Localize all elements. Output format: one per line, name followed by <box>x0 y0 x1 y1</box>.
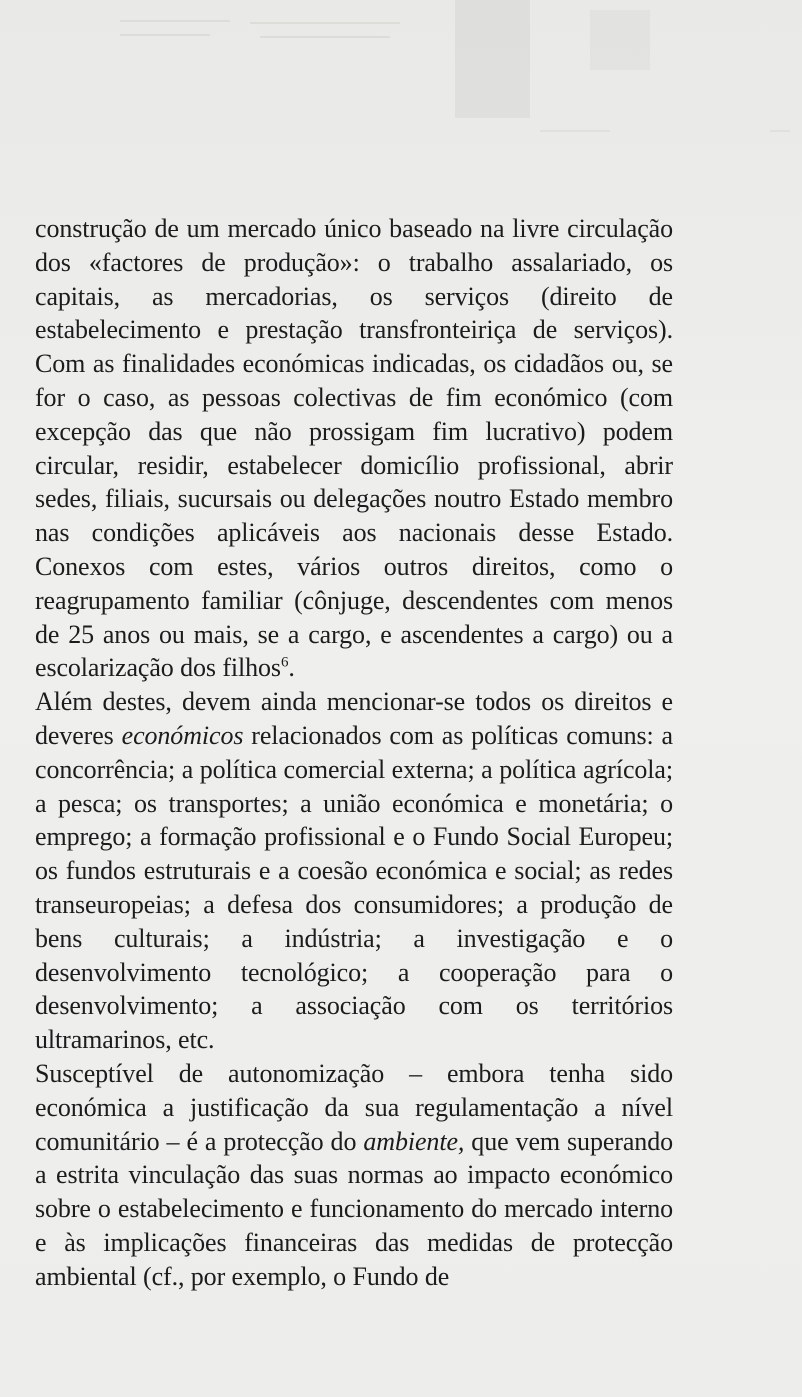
paragraph-3 <box>35 1057 673 1294</box>
paragraph-2-text-start: Além destes, devem ainda mencionar-se todos os direitos e deveres <box>35 687 673 750</box>
italic-term-ambiente: ambiente, <box>363 1126 465 1156</box>
footnote-marker[interactable]: 6 <box>280 654 289 671</box>
italic-term-economicos: económicos <box>121 720 244 750</box>
paragraph-2 <box>35 685 673 1057</box>
paragraph-1-text: construção de um mercado único baseado na livre circulação dos «factores de produção»: o trabalho assalariado, os capitais, as mercadorias, os serviços (direito de estabelecimento e prestação transfronteiriça de serviços). Com as finalidades económicas indicadas, os cidadãos ou, se for o caso, as pessoas colectivas de fim económico (com excepção das que não prossigam fim lucrativo) podem circular, residir, estabelecer domicílio profissional, abrir sedes, filiais, sucursais ou delegações noutro Estado membro nas condições aplicáveis aos nacionais desse Estado. Conexos com estes, vários outros direitos, como o reagrupamento familiar (cônjuge, descendentes com menos de 25 anos ou mais, se a cargo, e ascendentes a cargo) ou a escolarização dos filhos <box>35 214 673 683</box>
body-text <box>35 212 673 1294</box>
paragraph-1 <box>35 212 673 685</box>
paragraph-1-end: . <box>288 653 295 683</box>
show-through-artifact <box>0 0 802 150</box>
paragraph-3-text-end: que vem superando a estrita vinculação das suas normas ao impacto económico sobre o estabelecimento e funcionamento do mercado interno e às implicações financeiras das medidas de protecção ambiental (cf., por exemplo, o Fundo de <box>35 1126 673 1291</box>
paragraph-3-text-start: Susceptível de autonomização – embora tenha sido económica a justificação da sua regulamentação a nível comunitário – é a protecção do <box>35 1058 673 1156</box>
paragraph-2-text-end: relacionados com as políticas comuns: a concorrência; a política comercial externa; a política agrícola; a pesca; os transportes; a união económica e monetária; o emprego; a formação profissional e o Fundo Social Europeu; os fundos estruturais e a coesão económica e social; as redes transeuropeias; a defesa dos consumidores; a produção de bens culturais; a indústria; a investigação e o desenvolvimento tecnológico; a cooperação para o desenvolvimento; a associação com os territórios ultramarinos, etc. <box>35 720 673 1055</box>
